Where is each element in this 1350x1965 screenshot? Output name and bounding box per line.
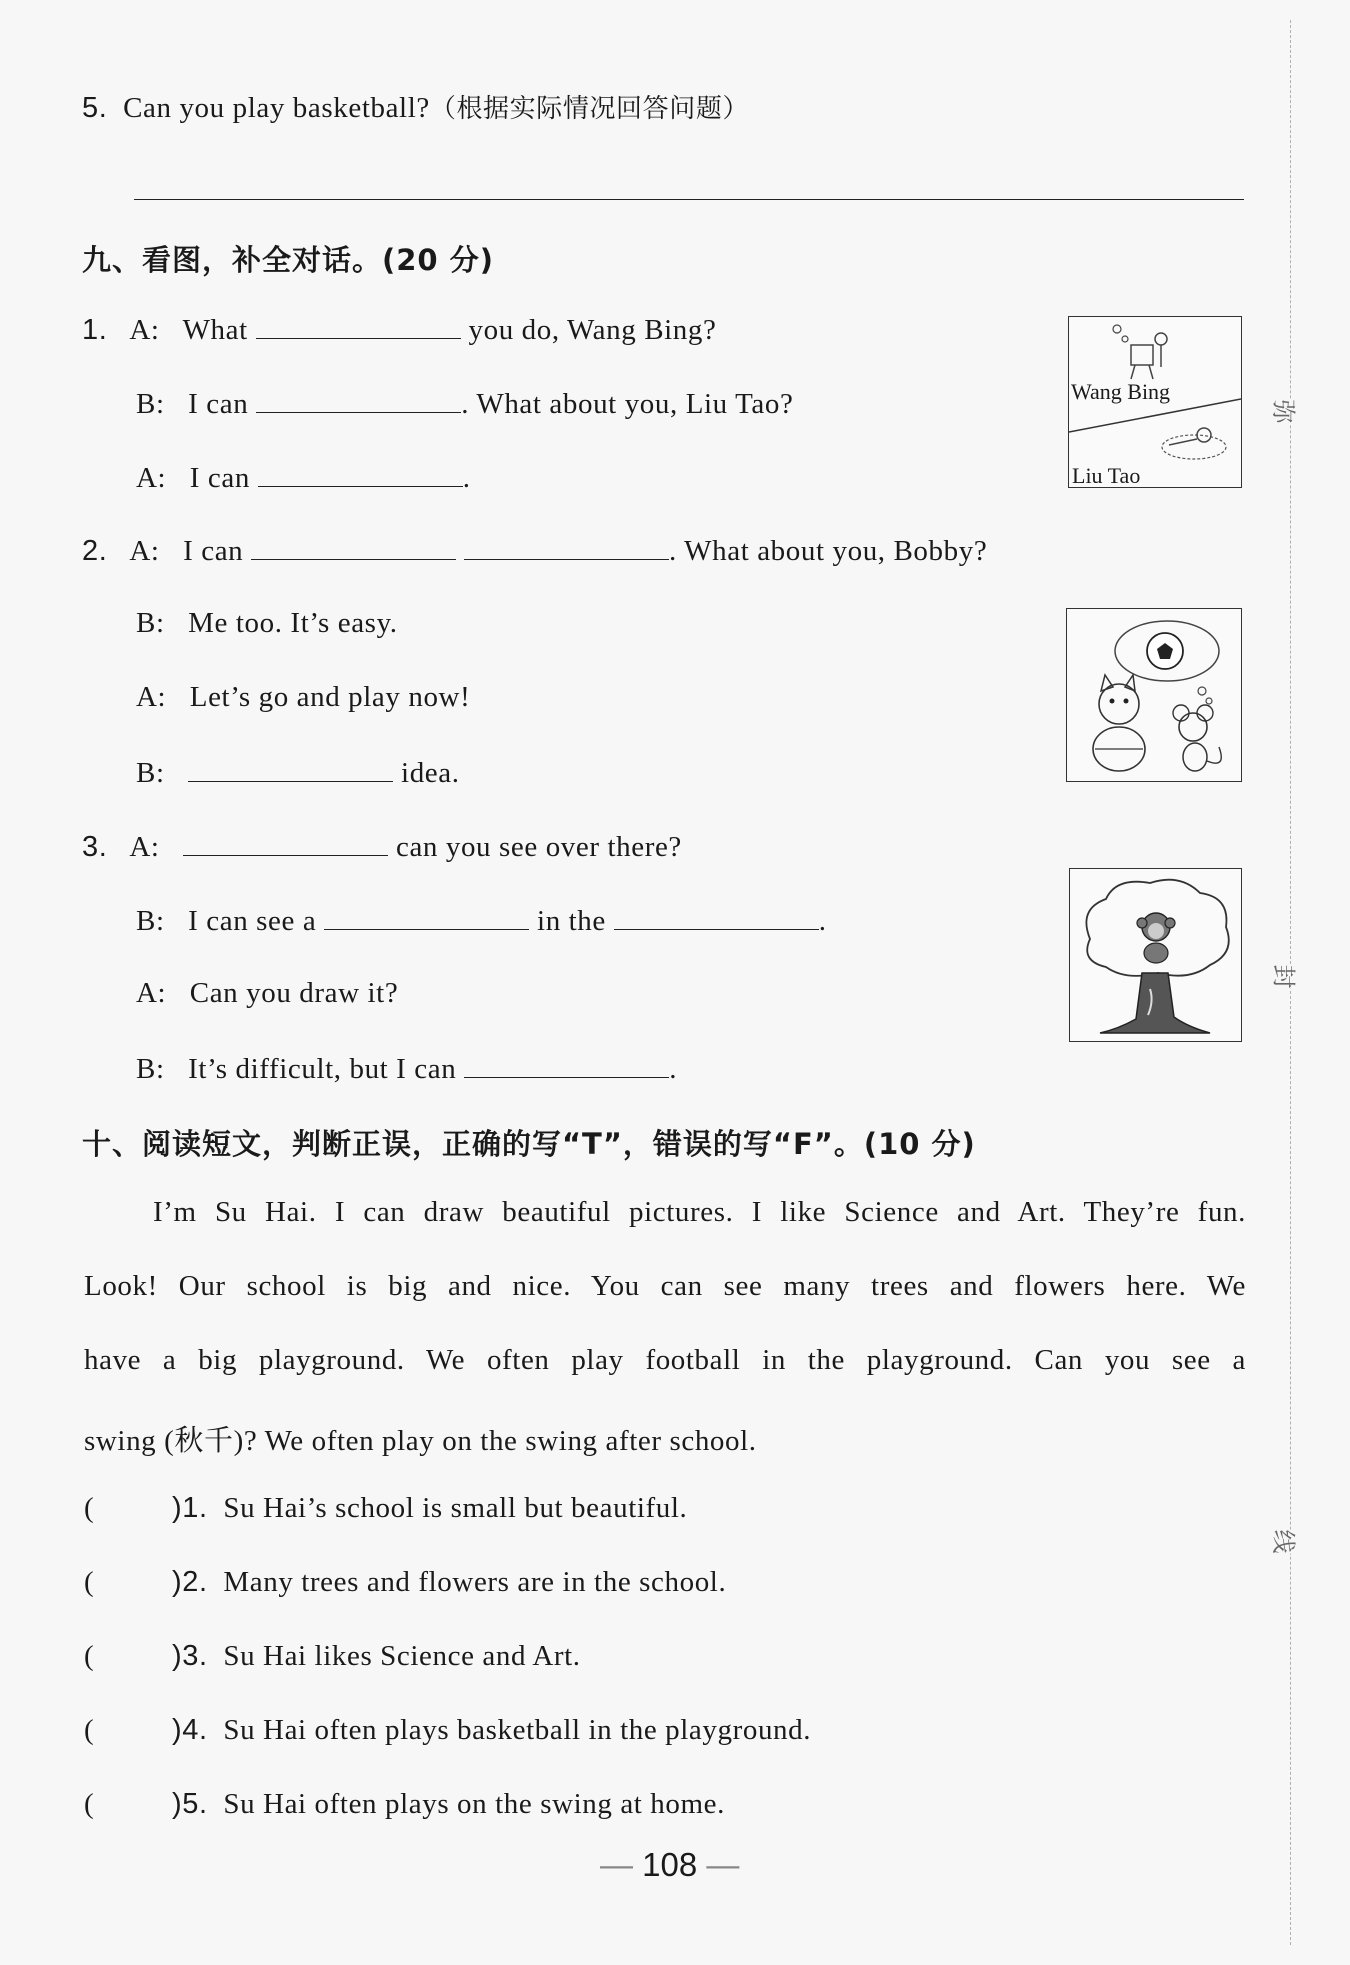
- speaker: B:: [136, 607, 165, 639]
- cat-mouse-illustration: [1067, 609, 1241, 781]
- item-number: )4.: [172, 1714, 208, 1746]
- dialogue-number: 1.: [82, 314, 108, 346]
- dialogue-1-line-1: [82, 312, 716, 347]
- fill-blank[interactable]: [188, 755, 393, 782]
- dialogue-2-line-3: [136, 681, 470, 714]
- binding-char-xian: 线: [1265, 1530, 1308, 1554]
- monkey-tree-illustration: [1070, 869, 1241, 1041]
- speaker: B:: [136, 757, 165, 789]
- fill-blank[interactable]: [256, 312, 461, 339]
- fill-blank[interactable]: [464, 1051, 669, 1078]
- page-number-value: 108: [642, 1846, 698, 1883]
- section-9-heading: 九、看图，补全对话。(20 分): [82, 243, 494, 277]
- page-dash-left: —: [600, 1846, 633, 1883]
- dialogue-2-line-2: [136, 607, 398, 640]
- line-text: I can see a: [188, 905, 317, 937]
- dialogue-number: 2.: [82, 535, 108, 567]
- line-text: .: [462, 462, 471, 494]
- speaker: A:: [129, 314, 160, 346]
- line-text: What: [182, 314, 248, 346]
- dialogue-2-line-1: [82, 533, 987, 568]
- answer-bracket[interactable]: (: [84, 1492, 95, 1524]
- dialogue-1-line-3: [136, 460, 471, 495]
- tf-item-3: [84, 1640, 581, 1673]
- item-text: Many trees and flowers are in the school.: [223, 1566, 727, 1598]
- fill-blank[interactable]: [464, 533, 669, 560]
- line-text: .: [669, 1053, 678, 1085]
- speaker: B:: [136, 905, 165, 937]
- line-text: Let’s go and play now!: [189, 681, 471, 713]
- answer-bracket[interactable]: (: [84, 1714, 95, 1746]
- picture-monkey-tree: [1069, 868, 1242, 1042]
- dialogue-number: 3.: [82, 831, 108, 863]
- speaker: A:: [129, 535, 160, 567]
- line-text: . What about you, Bobby?: [668, 535, 988, 567]
- tf-item-2: [84, 1566, 726, 1599]
- fill-blank[interactable]: [256, 386, 461, 413]
- question-number: 5.: [82, 92, 108, 124]
- item-text: Su Hai’s school is small but beautiful.: [223, 1492, 688, 1524]
- label-liu-tao: Liu Tao: [1072, 463, 1141, 488]
- fill-blank[interactable]: [251, 533, 456, 560]
- speaker: B:: [136, 388, 165, 420]
- answer-bracket[interactable]: (: [84, 1640, 95, 1672]
- tf-item-4: [84, 1714, 811, 1747]
- passage-line-1: I’m Su Hai. I can draw beautiful pictures. I like Science and Art. They’re fun.: [153, 1196, 1246, 1228]
- line-text: Me too. It’s easy.: [188, 607, 398, 639]
- dialogue-3-line-1: [82, 829, 682, 864]
- item-text: Su Hai often plays on the swing at home.: [223, 1788, 725, 1820]
- tf-item-5: [84, 1788, 725, 1821]
- question-5: [82, 88, 749, 125]
- question-note: （根据实际情况回答问题）: [429, 94, 750, 124]
- line-text: I can: [183, 535, 244, 567]
- answer-bracket[interactable]: (: [84, 1566, 95, 1598]
- binding-char-mi: 弥: [1265, 400, 1308, 424]
- picture-cat-mouse-football: [1066, 608, 1242, 782]
- line-text: can you see over there?: [395, 831, 682, 863]
- item-number: )3.: [172, 1640, 208, 1672]
- item-number: )5.: [172, 1788, 208, 1820]
- speaker: A:: [136, 462, 167, 494]
- fill-blank[interactable]: [258, 460, 463, 487]
- tf-item-1: [84, 1492, 687, 1525]
- speaker: A:: [129, 831, 160, 863]
- line-text: I can: [188, 388, 249, 420]
- binding-char-feng: 封: [1265, 965, 1308, 989]
- line-text: Can you draw it?: [189, 977, 399, 1009]
- passage-line-2: Look! Our school is big and nice. You can see many trees and flowers here. We: [84, 1270, 1246, 1302]
- line-text: in the: [537, 905, 606, 937]
- fill-blank[interactable]: [183, 829, 388, 856]
- passage-line-4: swing (秋千)? We often play on the swing after school.: [84, 1425, 757, 1457]
- fill-blank[interactable]: [324, 903, 529, 930]
- item-number: )1.: [172, 1492, 208, 1524]
- dialogue-3-line-4: [136, 1051, 677, 1086]
- dialogue-2-line-4: [136, 755, 460, 790]
- speaker: A:: [136, 977, 167, 1009]
- dialogue-1-line-2: [136, 386, 793, 421]
- speaker: B:: [136, 1053, 165, 1085]
- passage-line-3: have a big playground. We often play football in the playground. Can you see a: [84, 1344, 1246, 1376]
- item-number: )2.: [172, 1566, 208, 1598]
- picture-wang-bing-liu-tao: [1068, 316, 1242, 488]
- answer-bracket[interactable]: (: [84, 1788, 95, 1820]
- line-text: .: [818, 905, 827, 937]
- line-text: idea.: [401, 757, 460, 789]
- item-text: Su Hai often plays basketball in the playground.: [223, 1714, 812, 1746]
- line-text: I can: [189, 462, 250, 494]
- line-text: you do, Wang Bing?: [468, 314, 717, 346]
- speaker: A:: [136, 681, 167, 713]
- answer-line: [134, 199, 1244, 200]
- page-dash-right: —: [706, 1846, 740, 1883]
- line-text: It’s difficult, but I can: [188, 1053, 457, 1085]
- section-10-heading: 十、阅读短文，判断正误，正确的写“T”，错误的写“F”。(10 分): [82, 1127, 976, 1161]
- item-text: Su Hai likes Science and Art.: [223, 1640, 581, 1672]
- line-text: . What about you, Liu Tao?: [461, 388, 794, 420]
- label-wang-bing: Wang Bing: [1071, 379, 1171, 404]
- fill-blank[interactable]: [614, 903, 819, 930]
- dialogue-3-line-3: [136, 977, 398, 1010]
- dialogue-3-line-2: [136, 903, 827, 938]
- question-text: Can you play basketball?: [123, 92, 430, 124]
- page-number: [600, 1846, 739, 1884]
